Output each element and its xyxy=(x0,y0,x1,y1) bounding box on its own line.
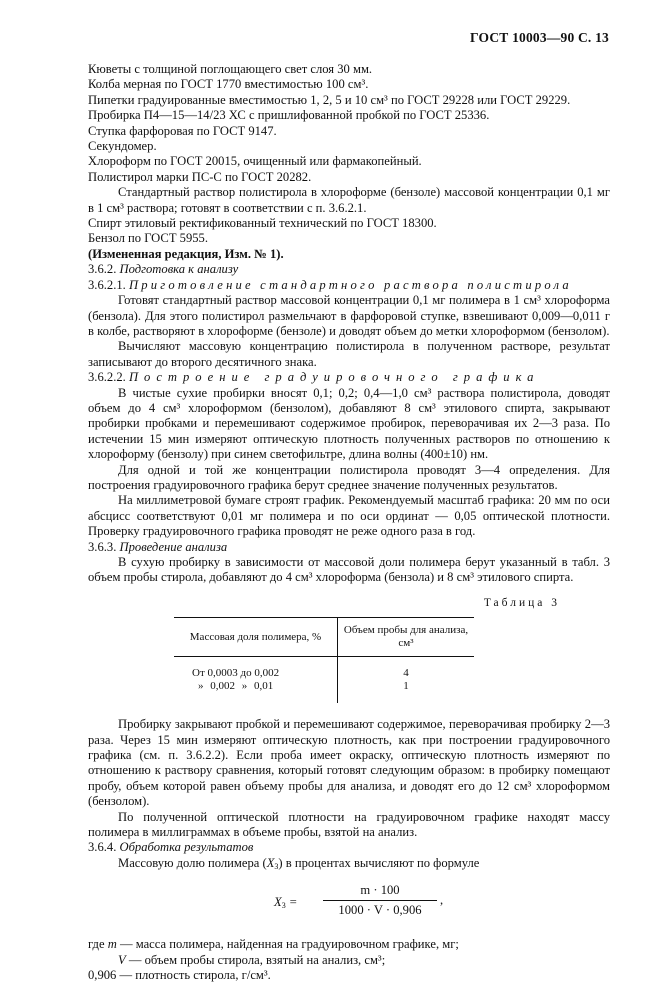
table-row xyxy=(174,657,474,681)
revision-note: (Измененная редакция, Изм. № 1). xyxy=(88,246,284,261)
section-3-6-4-heading xyxy=(88,840,610,855)
table-row xyxy=(174,680,474,703)
equipment-line: Полистирол марки ПС-С по ГОСТ 20282. xyxy=(88,169,312,184)
column-header: Объем пробы для анализа, см³ xyxy=(338,618,475,657)
subscript: 3 xyxy=(281,901,286,911)
page-header: ГОСТ 10003—90 С. 13 xyxy=(470,30,609,45)
paragraph: Вычисляют массовую концентрацию полистирола в полученном растворе, результат записывают до второго десятичного знака. xyxy=(88,339,610,369)
section-title: Приготовление стандартного раствора полистирола xyxy=(128,277,572,292)
table-3 xyxy=(174,617,474,703)
section-number: 3.6.2.2. xyxy=(88,370,126,385)
section-number: 3.6.2.1. xyxy=(88,277,126,292)
paragraph: Пробирку закрывают пробкой и перемешивают содержимое, переворачивая пробирку 2—3 раза. Через 15 мин измеряют оптическую плотность, как при построении градуировочного графика (см. п. 3.6.2.2). Если проба имеет окраску, оптическую плотность измеряют по отношению к раствору сравнения, который готовят следующим образом: в пробирку помещают пробу, объем которой равен объему пробы для анализа, и доводят его до 12 см³ хлороформом (бензолом). xyxy=(88,717,610,809)
equipment-line: Кюветы с толщиной поглощающего свет слоя 30 мм. xyxy=(88,62,373,76)
paragraph: Готовят стандартный раствор массовой концентрации 0,1 мг полимера в 1 см³ хлороформа (бензола). Для этого полистирол размельчают в фарфоровой ступке, взвешивают 0,009—0,011 г в колбе, растворяют в хлороформе (бензоле) и доводят объем до метки хлороформом (бензолом). xyxy=(88,293,610,338)
variable: m xyxy=(107,937,117,952)
document-body xyxy=(88,62,610,984)
paragraph: По полученной оптической плотности на градуировочном графике находят массу полимера в миллиграммах в объеме пробы, взятой на анализ. xyxy=(88,809,610,840)
column-header: Массовая доля полимера, % xyxy=(174,618,338,657)
equipment-line: Бензол по ГОСТ 5955. xyxy=(88,231,209,246)
equipment-line: Ступка фарфоровая по ГОСТ 9147. xyxy=(88,123,277,138)
legend-line xyxy=(88,937,610,952)
formula-legend xyxy=(88,937,610,983)
formula-comma: , xyxy=(440,893,444,908)
paragraph: На миллиметровой бумаге строят график. Рекомендуемый масштаб графика: 20 мм по оси абсцисс соответствуют 0,01 мг полимера и по оси ординат — 0,05 оптической плотности. Проверку градуировочного графика проводят не реже одного раза в год. xyxy=(88,493,610,539)
variable: V xyxy=(118,952,126,967)
formula-lhs: $X_3$ = xyxy=(274,895,298,911)
equipment-line: Пробирка П4—15—14/23 ХС с пришлифованной пробкой по ГОСТ 25336. xyxy=(88,108,490,123)
equipment-line: Колба мерная по ГОСТ 1770 вместимостью 100 см³. xyxy=(88,77,369,92)
section-title: Построение градуировочного графика xyxy=(128,370,540,385)
equipment-line: Пипетки градуированные вместимостью 1, 2, 5 и 10 см³ по ГОСТ 29228 или ГОСТ 29229. xyxy=(88,92,571,107)
section-3-6-3-heading xyxy=(88,540,610,555)
standard-solution-paragraph: Стандартный раствор полистирола в хлороформе (бензоле) массовой концентрации 0,1 мг в 1 см³ раствора; готовят в соответствии с п. 3.6.2.1. xyxy=(88,185,610,215)
subscript: 3 xyxy=(274,861,279,871)
variable: X xyxy=(266,855,275,870)
section-3-6-2-2-heading xyxy=(88,370,610,385)
section-number: 3.6.2. xyxy=(88,262,117,277)
table-cell: От 0,0003 до 0,002 xyxy=(174,657,338,681)
paragraph: В сухую пробирку в зависимости от массовой доли полимера берут указанный в табл. 3 объем пробы стирола, добавляют до 4 см³ хлороформа (бензола) и 8 см³ этилового спирта. xyxy=(88,555,610,585)
section-number: 3.6.4. xyxy=(88,840,117,855)
paragraph: В чистые сухие пробирки вносят 0,1; 0,2; 0,4—1,0 см³ раствора полистирола, доводят объем до 4 см³ хлороформом (бензолом), добавляют 8 см³ этилового спирта, закрывают пробирки пробками и перемешивают содержимое пробирок, переворачивая их 2—3 раза. По истечении 15 мин измеряют оптическую плотность полученных растворов по отношению к хлороформу (бензолу) при синем светофильтре, длина волны (400±10) нм. xyxy=(88,385,610,462)
section-title: Проведение анализа xyxy=(119,539,228,554)
legend-line xyxy=(88,953,610,968)
formula-denominator: 1000 · V · 0,906 xyxy=(338,903,422,918)
text-fragment: — объем пробы стирола, взятый на анализ, см³; xyxy=(125,952,386,967)
section-title: Подготовка к анализу xyxy=(119,262,239,277)
table-cell: 4 xyxy=(403,667,409,680)
variable: X xyxy=(274,895,282,910)
section-title: Обработка результатов xyxy=(119,840,254,855)
formula-intro xyxy=(88,856,610,871)
table-cell: 1 xyxy=(403,680,409,693)
formula-numerator: m · 100 xyxy=(360,883,400,898)
text-fragment: — масса полимера, найденная на градуировочном графике, мг; xyxy=(116,937,459,952)
section-3-6-2-heading xyxy=(88,262,610,277)
paragraph: Для одной и той же концентрации полистирола проводят 3—4 определения. Для построения градуировочного графика берут среднее значение полученных результатов. xyxy=(88,462,610,492)
equipment-line: Спирт этиловый ректификованный технический по ГОСТ 18300. xyxy=(88,216,437,231)
text-fragment: где xyxy=(88,937,108,952)
formula xyxy=(88,879,610,931)
table-cell: » 0,002 » 0,01 xyxy=(174,680,338,703)
equipment-line: Секундомер. xyxy=(88,139,157,154)
equipment-line: Хлороформ по ГОСТ 20015, очищенный или фармакопейный. xyxy=(88,154,422,169)
text-fragment: Массовую долю полимера ( xyxy=(118,855,267,870)
table-caption: Таблица 3 xyxy=(483,596,560,609)
section-number: 3.6.3. xyxy=(88,539,117,554)
fraction-bar xyxy=(323,900,437,901)
section-3-6-2-1-heading xyxy=(88,278,610,293)
legend-line: 0,906 — плотность стирола, г/см³. xyxy=(88,968,271,983)
text-fragment: ) в процентах вычисляют по формуле xyxy=(278,855,480,870)
